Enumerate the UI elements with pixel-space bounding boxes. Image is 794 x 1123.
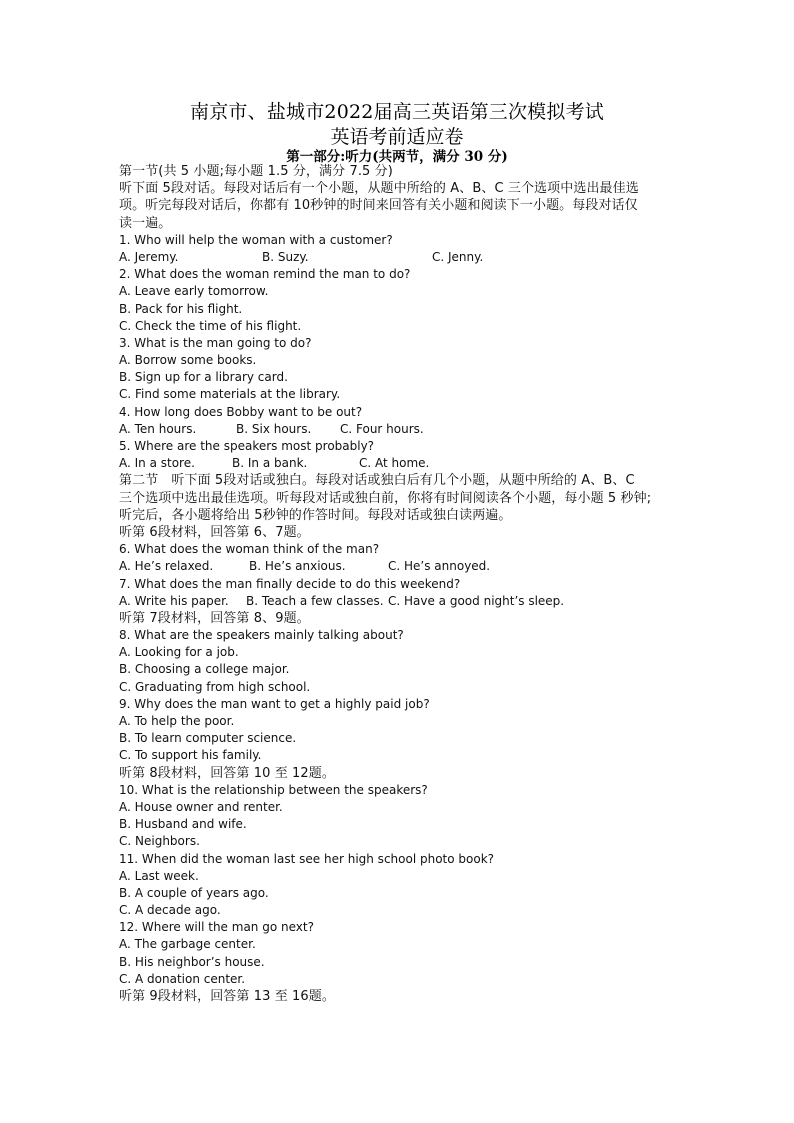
option-b: B. Choosing a college major. <box>119 662 290 677</box>
option-b: B. Six hours. <box>236 421 312 436</box>
option-a: A. To help the poor. <box>119 714 235 728</box>
option-b: B. His neighbor’s house. <box>119 954 265 969</box>
option-b: B. Husband and wife. <box>119 817 247 832</box>
option-c: C. Have a good night’s sleep. <box>388 593 565 608</box>
option-a: A. The garbage center. <box>119 937 256 952</box>
section1-instruction: 读一遍。 <box>119 215 172 231</box>
question-stem: 10. What is the relationship between the speakers? <box>119 782 428 797</box>
material-intro: 听第 6段材料，回答第 6、7题。 <box>119 524 310 540</box>
option-b: B. Sign up for a library card. <box>119 370 288 385</box>
option-c: C. Four hours. <box>340 421 424 436</box>
option-c: C. A decade ago. <box>119 903 221 918</box>
exam-title: 南京市、盐城市2022届高三英语第三次模拟考试 <box>190 101 604 123</box>
exam-subtitle: 英语考前适应卷 <box>330 126 464 148</box>
option-b: B. In a bank. <box>232 456 308 471</box>
option-b: B. Pack for his flight. <box>119 301 243 316</box>
part-title: 第一部分:听力(共两节，满分 30 分) <box>286 149 508 165</box>
section1-instruction: 听下面 5段对话。每段对话后有一个小题，从题中所给的 A、B、C 三个选项中选出最佳选 <box>119 181 639 197</box>
option-row <box>119 593 679 610</box>
question-stem: 5. Where are the speakers most probably? <box>119 439 375 453</box>
question-stem: 8. What are the speakers mainly talking about? <box>119 628 404 643</box>
option-a: A. Ten hours. <box>119 421 197 436</box>
option-b: B. Teach a few classes. <box>246 593 384 608</box>
question-stem: 1. Who will help the woman with a customer? <box>119 232 393 247</box>
option-a: A. Jeremy. <box>119 249 179 264</box>
option-c: C. A donation center. <box>119 971 246 986</box>
option-c: C. Neighbors. <box>119 834 200 849</box>
option-a: A. In a store. <box>119 456 195 471</box>
question-stem: 6. What does the woman think of the man? <box>119 542 380 557</box>
material-intro: 听第 9段材料，回答第 13 至 16题。 <box>119 989 335 1004</box>
section1-heading: 第一节(共 5 小题;每小题 1.5 分，满分 7.5 分) <box>119 164 393 179</box>
option-row <box>119 249 679 266</box>
option-b: B. A couple of years ago. <box>119 885 269 900</box>
section2-instruction: 三个选项中选出最佳选项。听每段对话或独白前，你将有时间阅读各个小题，每小题 5 秒钟; <box>119 490 652 506</box>
option-a: A. Write his paper. <box>119 593 229 608</box>
option-c: C. Jenny. <box>432 249 484 264</box>
section1-instruction: 项。听完每段对话后，你都有 10秒钟的时间来回答有关小题和阅读下一小题。每段对话仅 <box>119 198 638 214</box>
question-stem: 4. How long does Bobby want to be out? <box>119 404 363 419</box>
option-a: A. Last week. <box>119 868 199 883</box>
option-a: A. Leave early tomorrow. <box>119 284 269 299</box>
material-intro: 听第 8段材料，回答第 10 至 12题。 <box>119 765 335 781</box>
question-stem: 12. Where will the man go next? <box>119 920 314 935</box>
question-stem: 9. Why does the man want to get a highly paid job? <box>119 696 430 711</box>
option-c: C. He’s annoyed. <box>388 559 491 574</box>
option-c: C. To support his family. <box>119 748 262 763</box>
option-c: C. At home. <box>359 456 430 471</box>
option-c: C. Graduating from high school. <box>119 679 311 694</box>
option-a: A. House owner and renter. <box>119 799 283 814</box>
option-row <box>119 558 679 575</box>
material-intro: 听第 7段材料，回答第 8、9题。 <box>119 610 310 626</box>
option-b: B. Suzy. <box>262 249 309 264</box>
option-b: B. To learn computer science. <box>119 731 297 746</box>
option-b: B. He’s anxious. <box>249 559 346 574</box>
option-a: A. Looking for a job. <box>119 645 239 660</box>
option-c: C. Check the time of his flight. <box>119 318 302 333</box>
option-c: C. Find some materials at the library. <box>119 387 341 402</box>
question-stem: 3. What is the man going to do? <box>119 335 312 350</box>
exam-content <box>119 163 679 1005</box>
section2-instruction: 听完后，各小题将给出 5秒钟的作答时间。每段对话或独白读两遍。 <box>119 507 512 523</box>
option-row <box>119 421 679 438</box>
question-stem: 11. When did the woman last see her high school photo book? <box>119 851 495 866</box>
option-a: A. He’s relaxed. <box>119 559 214 574</box>
question-stem: 2. What does the woman remind the man to do? <box>119 267 411 282</box>
section2-heading: 第二节 听下面 5段对话或独白。每段对话或独白后有几个小题，从题中所给的 A、B、C <box>119 473 635 489</box>
question-stem: 7. What does the man finally decide to do this weekend? <box>119 576 461 591</box>
option-row <box>119 455 679 472</box>
option-a: A. Borrow some books. <box>119 353 257 368</box>
